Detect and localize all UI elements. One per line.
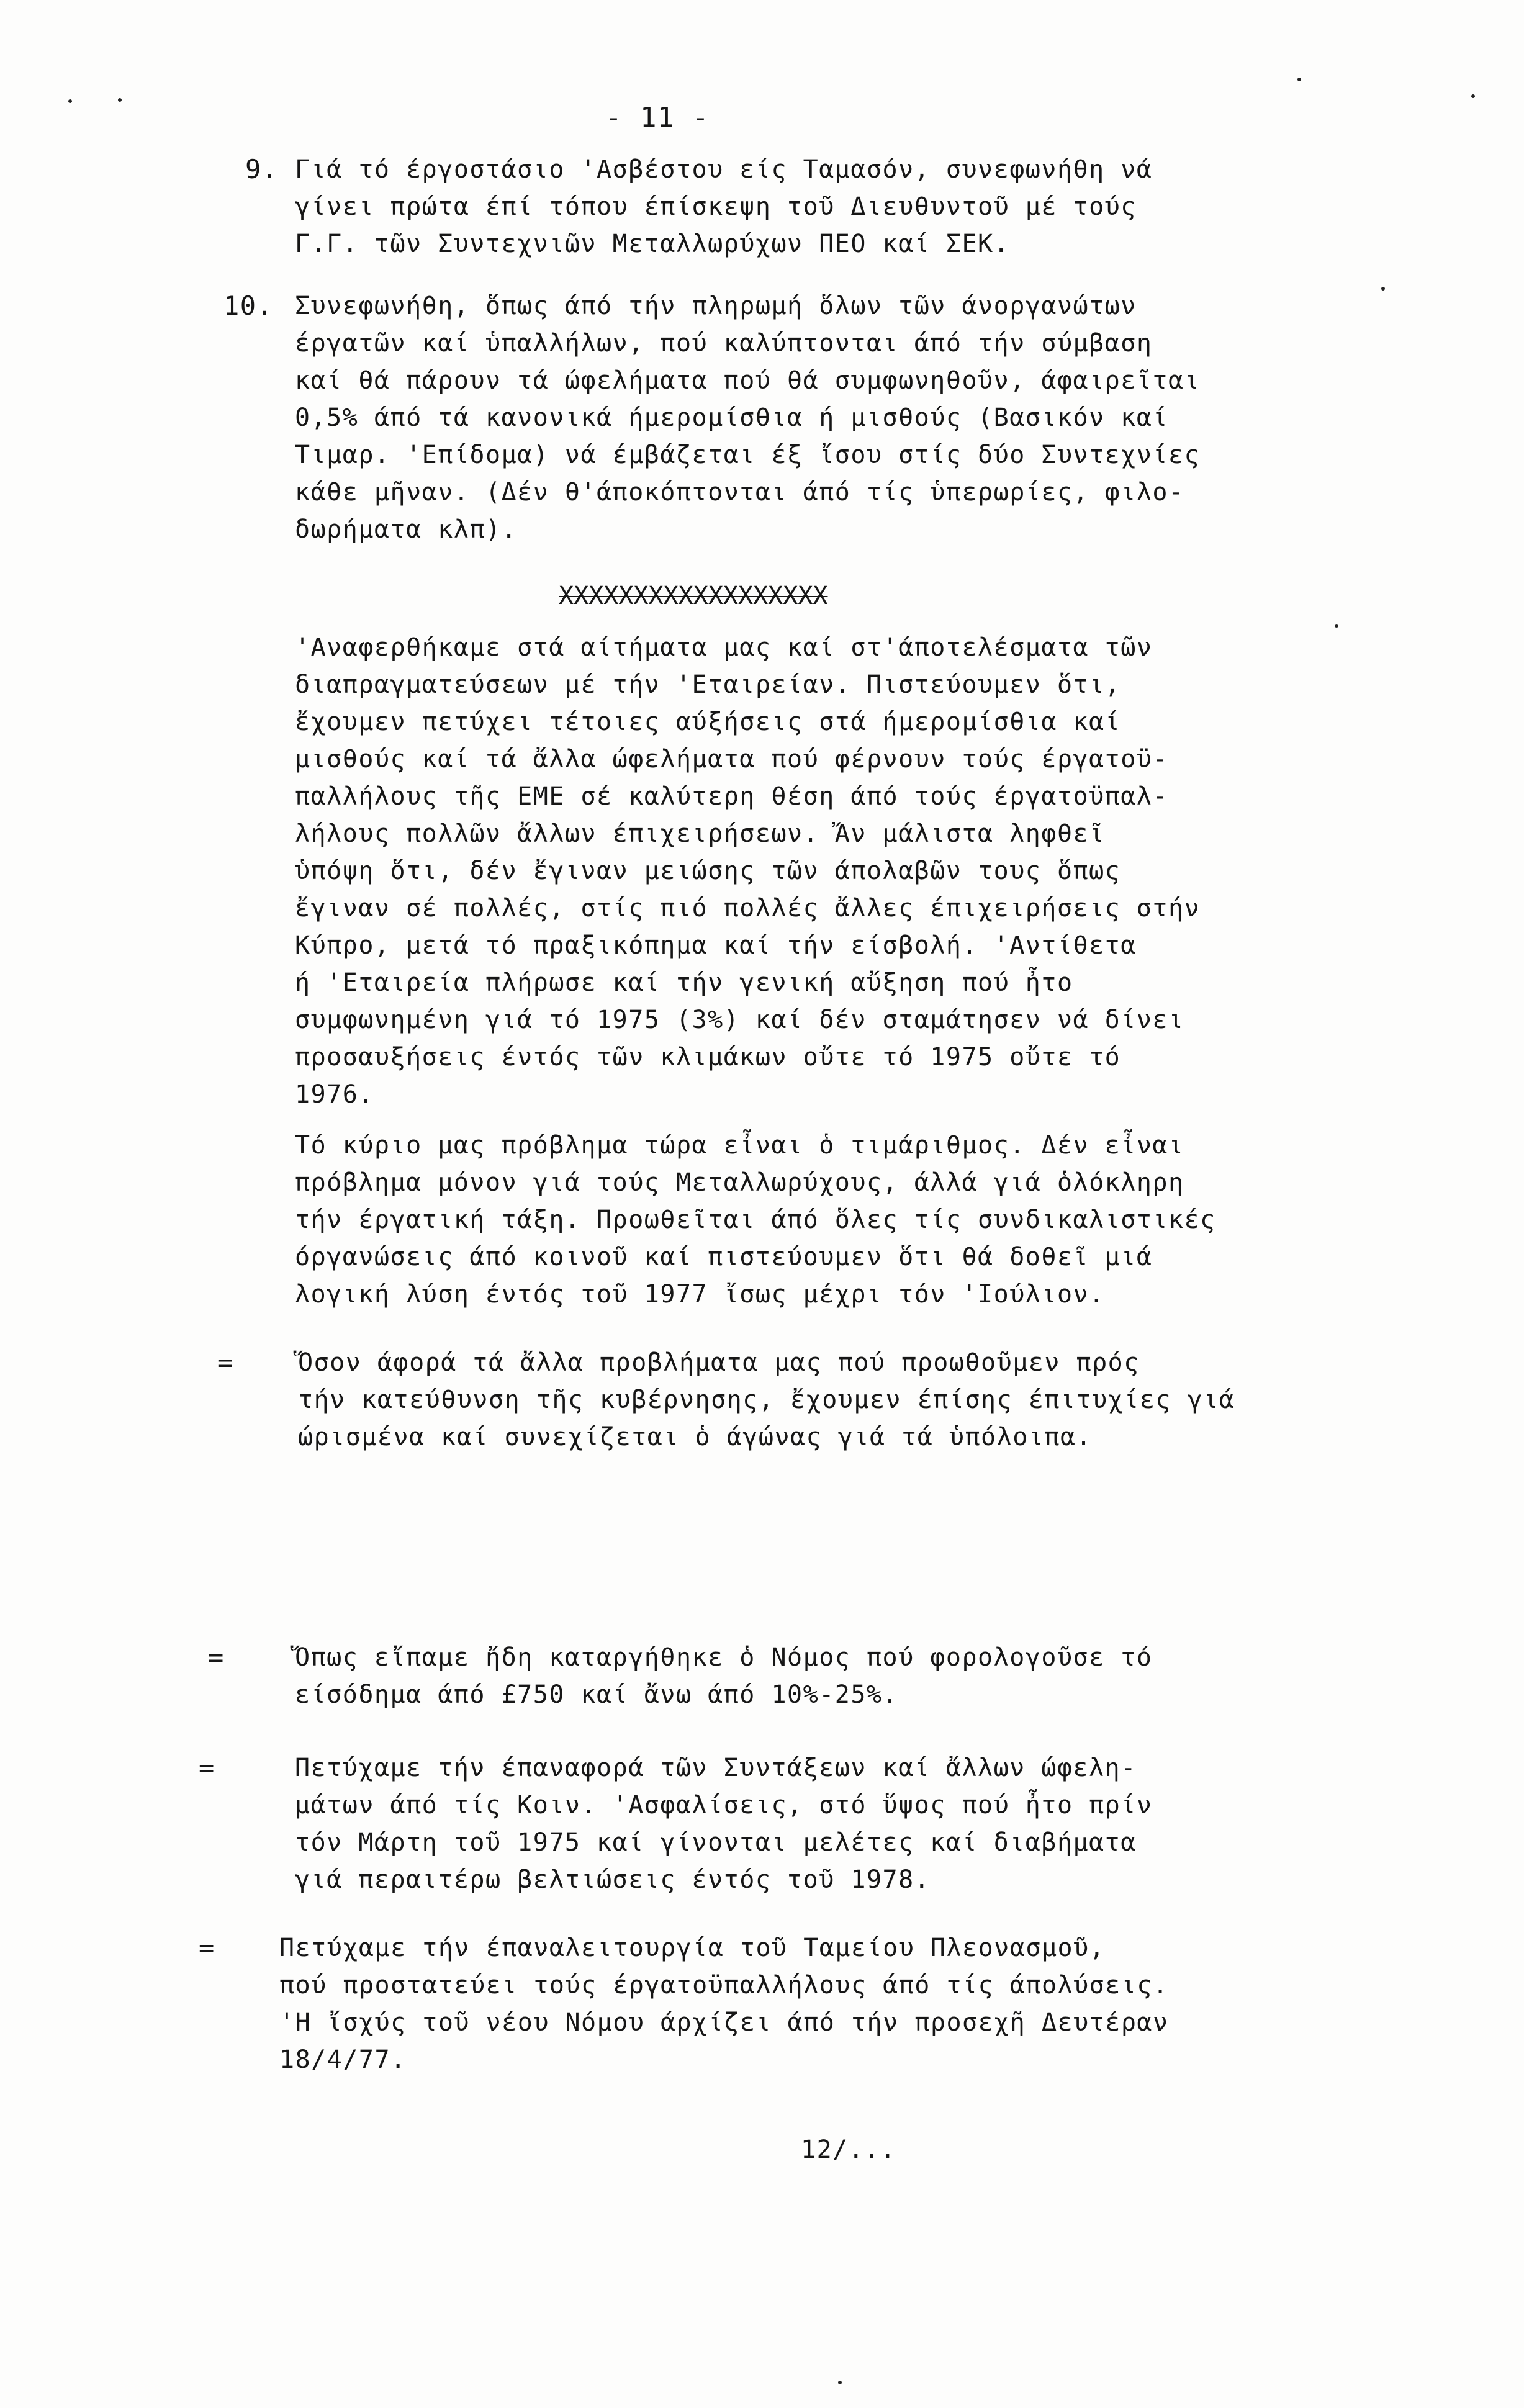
paragraph-line: 'Αναφερθήκαμε στά αίτήματα μας καί στ'άποτελέσματα τῶν xyxy=(295,633,1153,662)
continuation-marker: 12/... xyxy=(801,2135,896,2164)
paragraph-line: ἔγιναν σέ πολλές, στίς πιό πολλές ἄλλες έπιχειρήσεις στήν xyxy=(295,894,1201,922)
item-text-line: Τιμαρ. 'Επίδομα) νά έμβάζεται έξ ἴσου στίς δύο Συντεχνίες xyxy=(295,441,1201,469)
paragraph-line: τήν έργατική τάξη. Προωθεῖται άπό ὅλες τίς συνδικαλιστικές xyxy=(295,1206,1216,1234)
scan-speck xyxy=(1335,624,1338,628)
bullet-text-line: Πετύχαμε τήν έπαναλειτουργία τοῦ Ταμείου Πλεονασμοῦ, xyxy=(279,1934,1106,1962)
paragraph-line: ή 'Εταιρεία πλήρωσε καί τήν γενική αὔξηση πού ἦτο xyxy=(295,968,1073,997)
bullet-text-line: είσόδημα άπό £750 καί ἄνω άπό 10%-25%. xyxy=(295,1680,899,1709)
bullet-text-line: τόν Μάρτη τοῦ 1975 καί γίνονται μελέτες καί διαβήματα xyxy=(295,1828,1137,1857)
scan-speck xyxy=(68,99,72,103)
bullet-text-line: 'Η ἴσχύς τοῦ νέου Νόμου άρχίζει άπό τήν προσεχῆ Δευτέραν xyxy=(279,2008,1169,2037)
bullet-marker: = xyxy=(217,1347,234,1378)
paragraph-line: Κύπρο, μετά τό πραξικόπημα καί τήν είσβολή. 'Αντίθετα xyxy=(295,931,1137,960)
paragraph-line: ἔχουμεν πετύχει τέτοιες αύξήσεις στά ήμερομίσθια καί xyxy=(295,708,1121,736)
paragraph-line: πρόβλημα μόνον γιά τούς Μεταλλωρύχους, άλλά γιά ὁλόκληρη xyxy=(295,1168,1184,1197)
item-text-line: Γ.Γ. τῶν Συντεχνιῶν Μεταλλωρύχων ΠΕΟ καί ΣΕΚ. xyxy=(295,230,1010,258)
scan-speck xyxy=(838,2381,842,2384)
paragraph-line: διαπραγματεύσεων μέ τήν 'Εταιρείαν. Πιστεύουμεν ὅτι, xyxy=(295,670,1121,699)
paragraph-line: όργανώσεις άπό κοινοῦ καί πιστεύουμεν ὅτι θά δοθεῖ μιά xyxy=(295,1243,1153,1271)
item-text-line: έργατῶν καί ὑπαλλήλων, πού καλύπτονται άπό τήν σύμβαση xyxy=(295,329,1153,358)
bullet-marker: = xyxy=(199,1752,215,1783)
item-text-line: Γιά τό έργοστάσιο 'Ασβέστου είς Ταμασόν, συνεφωνήθη νά xyxy=(295,155,1153,184)
paragraph-line: 1976. xyxy=(295,1080,374,1109)
item-text-line: δωρήματα κλπ). xyxy=(295,515,518,544)
paragraph-line: συμφωνημένη γιά τό 1975 (3%) καί δέν σταμάτησεν νά δίνει xyxy=(295,1006,1184,1034)
section-divider: XXXXXXXXXXXXXXXXXX xyxy=(559,582,828,610)
bullet-marker: = xyxy=(208,1642,225,1672)
item-text-line: γίνει πρώτα έπί τόπου έπίσκεψη τοῦ Διευθυντοῦ μέ τούς xyxy=(295,192,1137,221)
item-text-line: 0,5% άπό τά κανονικά ήμερομίσθια ή μισθούς (Βασικόν καί xyxy=(295,404,1169,432)
scan-speck xyxy=(1297,78,1301,81)
bullet-text-line: τήν κατεύθυνση τῆς κυβέρνησης, ἔχουμεν έπίσης έπιτυχίες γιά xyxy=(298,1386,1235,1414)
paragraph-line: Τό κύριο μας πρόβλημα τώρα εἶναι ὁ τιμάριθμος. Δέν εἶναι xyxy=(295,1131,1184,1160)
item-number: 9. xyxy=(245,154,279,184)
bullet-text-line: γιά περαιτέρω βελτιώσεις έντός τοῦ 1978. xyxy=(295,1865,931,1894)
item-number: 10. xyxy=(223,291,274,321)
scan-speck xyxy=(118,98,122,102)
bullet-text-line: 18/4/77. xyxy=(279,2045,407,2074)
bullet-text-line: Ὅσον άφορά τά ἄλλα προβλήματα μας πού προωθοῦμεν πρός xyxy=(298,1348,1140,1377)
paragraph-line: ὑπόψη ὅτι, δέν ἔγιναν μειώσης τῶν άπολαβῶν τους ὅπως xyxy=(295,857,1121,885)
paragraph-line: λογική λύση έντός τοῦ 1977 ἴσως μέχρι τόν 'Ιούλιον. xyxy=(295,1280,1105,1309)
bullet-text-line: ώρισμένα καί συνεχίζεται ὁ άγώνας γιά τά ὑπόλοιπα. xyxy=(298,1423,1093,1451)
bullet-marker: = xyxy=(199,1932,215,1963)
item-text-line: Συνεφωνήθη, ὅπως άπό τήν πληρωμή ὅλων τῶν άνοργανώτων xyxy=(295,292,1137,320)
bullet-text-line: πού προστατεύει τούς έργατοϋπαλλήλους άπό τίς άπολύσεις. xyxy=(279,1971,1169,2000)
item-text-line: κάθε μῆναν. (Δέν θ'άποκόπτονται άπό τίς ὑπερωρίες, φιλο- xyxy=(295,478,1184,507)
bullet-text-line: μάτων άπό τίς Κοιν. 'Ασφαλίσεις, στό ὕψος πού ἦτο πρίν xyxy=(295,1791,1153,1820)
item-text-line: καί θά πάρουν τά ώφελήματα πού θά συμφωνηθοῦν, άφαιρεῖται xyxy=(295,366,1201,395)
paragraph-line: παλλήλους τῆς ΕΜΕ σέ καλύτερη θέση άπό τούς έργατοϋπαλ- xyxy=(295,782,1169,811)
paragraph-line: προσαυξήσεις έντός τῶν κλιμάκων οὔτε τό 1975 οὔτε τό xyxy=(295,1043,1121,1071)
bullet-text-line: Πετύχαμε τήν έπαναφορά τῶν Συντάξεων καί ἄλλων ώφελη- xyxy=(295,1754,1137,1782)
paragraph-line: λήλους πολλῶν ἄλλων έπιχειρήσεων. Ἄν μάλιστα ληφθεῖ xyxy=(295,819,1105,848)
paragraph-line: μισθούς καί τά ἄλλα ώφελήματα πού φέρνουν τούς έργατοϋ- xyxy=(295,745,1169,773)
page-number: - 11 - xyxy=(605,102,710,133)
scan-speck xyxy=(1381,287,1385,291)
scan-speck xyxy=(1471,94,1475,98)
bullet-text-line: Ὅπως εἴπαμε ἤδη καταργήθηκε ὁ Νόμος πού φορολογοῦσε τό xyxy=(295,1643,1153,1672)
